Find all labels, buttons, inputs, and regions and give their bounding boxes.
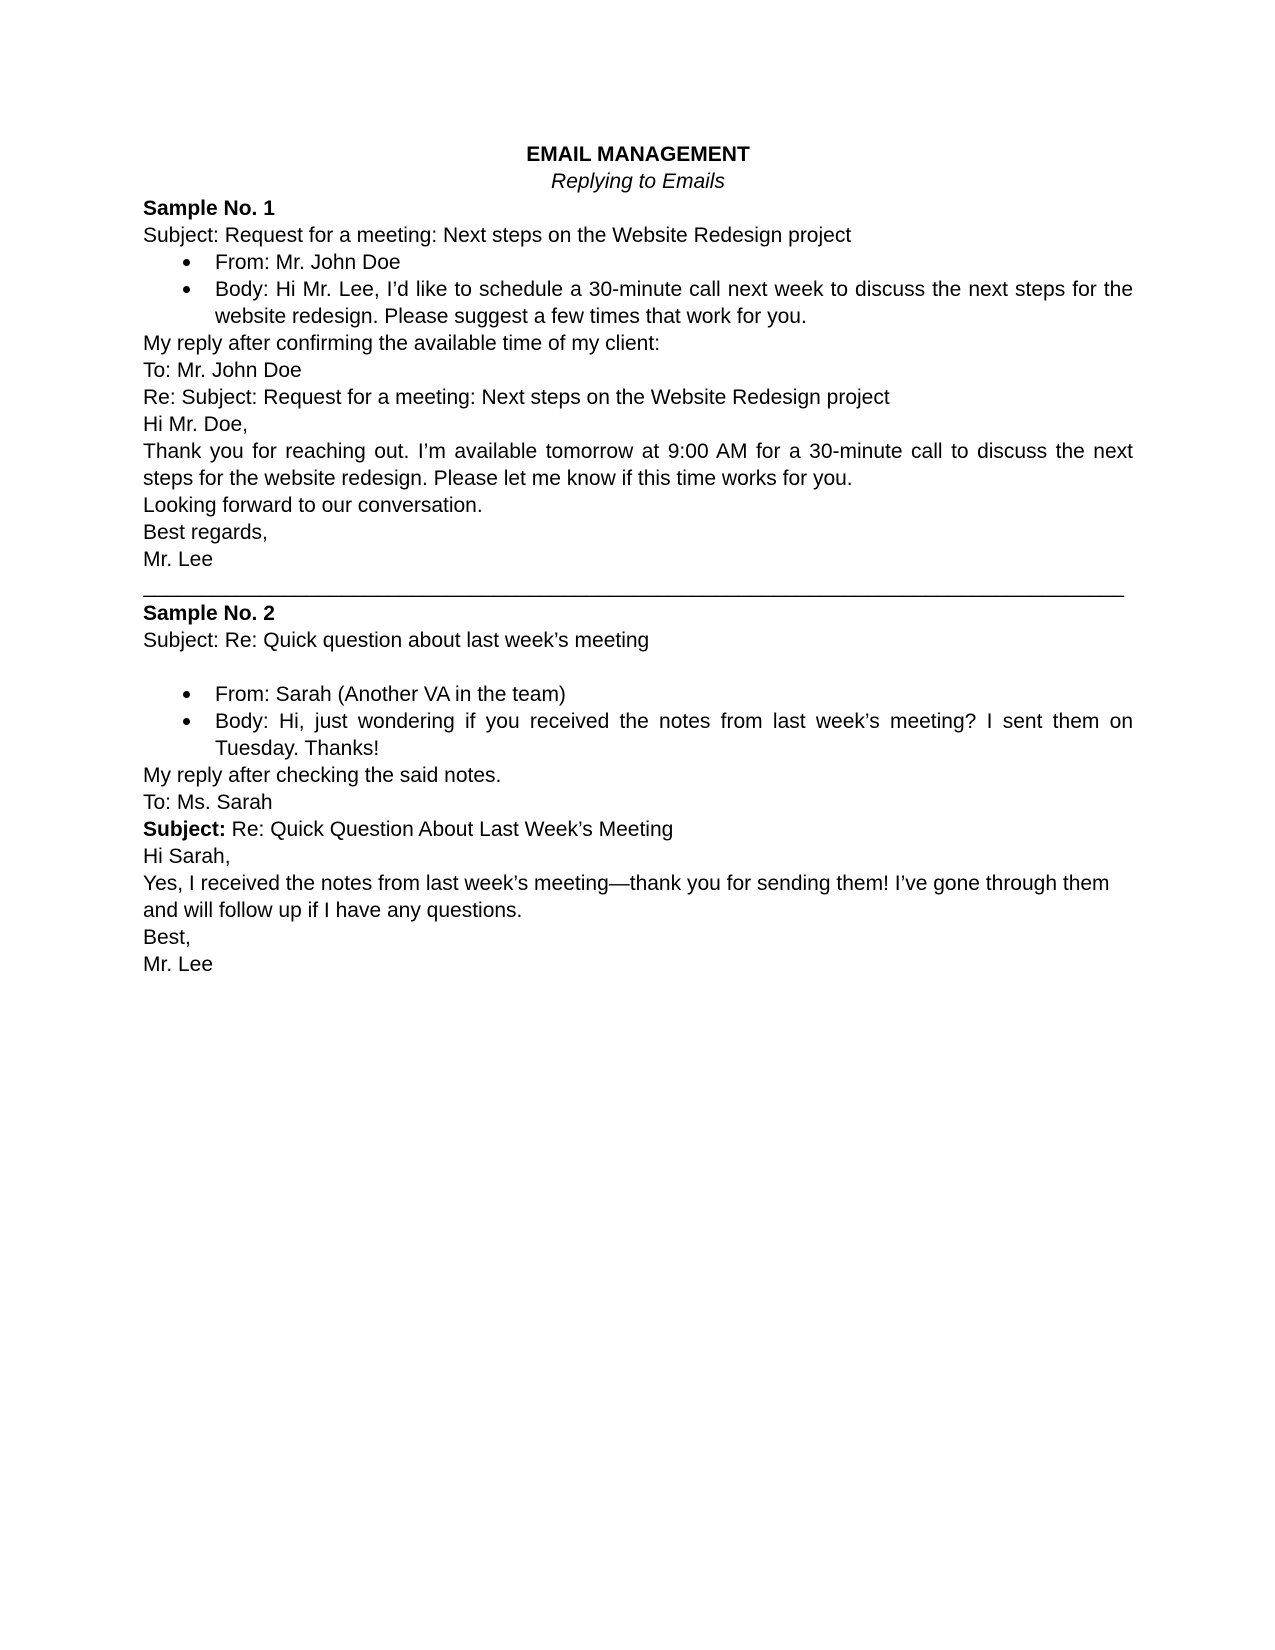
sample2-signoff: Best,	[143, 926, 191, 949]
section-divider: ____________________________________________________________________________________	[143, 575, 1125, 598]
sample1-signature: Mr. Lee	[143, 548, 214, 571]
bullet-icon	[183, 718, 190, 725]
sample1-greeting: Hi Mr. Doe,	[143, 413, 249, 436]
bullet-text: Body: Hi, just wondering if you received the notes from last week’s meeting? I sent them on Tuesday. Thanks!	[215, 710, 1133, 760]
doc-subtitle: Replying to Emails	[551, 170, 725, 193]
sample1-body-paragraph: Thank you for reaching out. I’m available tomorrow at 9:00 AM for a 30-minute call to discuss the next steps for the website redesign. Please let me know if this time works for you.	[143, 440, 1133, 490]
bullet-text: From: Mr. John Doe	[215, 251, 401, 274]
sample2-body-paragraph: Yes, I received the notes from last week’s meeting—thank you for sending them! I’ve gone through them and will follow up if I have any questions.	[143, 872, 1110, 922]
sample2-greeting: Hi Sarah,	[143, 845, 231, 868]
bullet-icon	[183, 286, 190, 293]
bullet-icon	[183, 691, 190, 698]
bullet-text: Body: Hi Mr. Lee, I’d like to schedule a 30-minute call next week to discuss the next steps for the website redesign. Please suggest a few times that work for you.	[215, 278, 1133, 328]
sample2-signature: Mr. Lee	[143, 953, 214, 976]
subject-label: Subject:	[143, 818, 226, 841]
sample2-subject-line: Subject: Re: Quick question about last week’s meeting	[143, 629, 650, 652]
sample1-bullet-body	[143, 276, 1133, 330]
sample2-heading: Sample No. 2	[143, 602, 275, 625]
doc-title: EMAIL MANAGEMENT	[526, 143, 750, 166]
bullet-text: From: Sarah (Another VA in the team)	[215, 683, 566, 706]
sample1-intro: My reply after confirming the available time of my client:	[143, 332, 661, 355]
sample1-heading: Sample No. 1	[143, 197, 275, 220]
sample2-intro: My reply after checking the said notes.	[143, 764, 502, 787]
sample2-bullet-body	[143, 708, 1133, 762]
sample1-subject-line: Subject: Request for a meeting: Next steps on the Website Redesign project	[143, 224, 852, 247]
bullet-icon	[183, 259, 190, 266]
sample1-to-line: To: Mr. John Doe	[143, 359, 302, 382]
sample1-closing-line: Looking forward to our conversation.	[143, 494, 483, 517]
sample2-bullet-from	[143, 681, 1133, 708]
sample1-signoff: Best regards,	[143, 521, 268, 544]
sample1-bullet-from	[143, 249, 1133, 276]
subject-text: Re: Quick Question About Last Week’s Meeting	[225, 818, 674, 841]
sample2-reply-subject-line	[143, 816, 1133, 843]
sample1-re-line: Re: Subject: Request for a meeting: Next steps on the Website Redesign project	[143, 386, 890, 409]
sample2-to-line: To: Ms. Sarah	[143, 791, 273, 814]
